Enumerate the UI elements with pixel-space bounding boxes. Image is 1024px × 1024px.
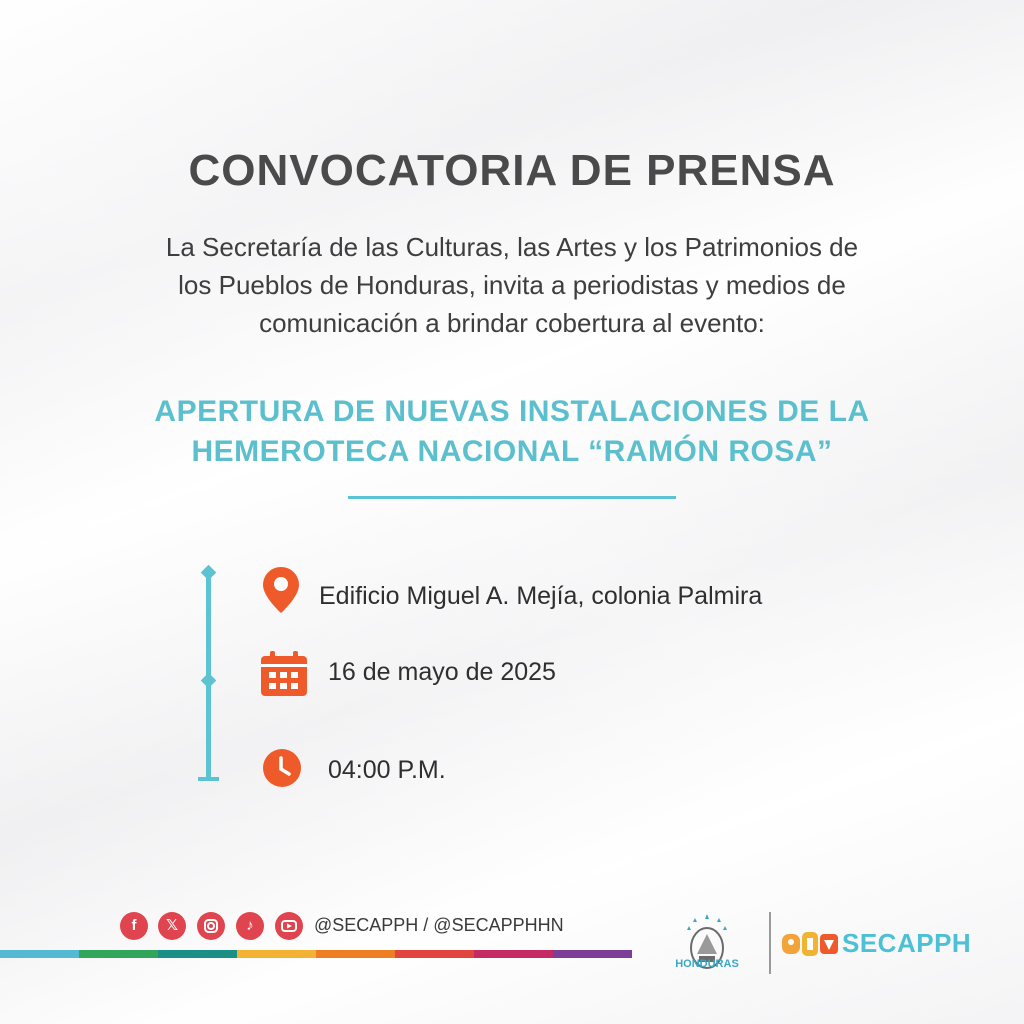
instagram-icon[interactable] — [197, 912, 225, 940]
secapph-brand-name: SECAPPH — [842, 928, 972, 958]
color-stripe-segment — [158, 950, 237, 958]
honduras-emblem-icon — [662, 895, 752, 985]
event-time: 04:00 P.M. — [328, 756, 446, 784]
event-date: 16 de mayo de 2025 — [328, 658, 556, 686]
color-stripe-segment — [395, 950, 474, 958]
color-stripe-segment — [316, 950, 395, 958]
timeline-end — [198, 777, 219, 781]
color-stripe — [0, 950, 632, 958]
color-stripe-segment — [553, 950, 632, 958]
title-divider — [348, 496, 676, 499]
location-pin-icon — [262, 566, 300, 614]
event-location: Edificio Miguel A. Mejía, colonia Palmira — [319, 582, 763, 610]
intro-paragraph — [70, 228, 954, 342]
page-title: CONVOCATORIA DE PRENSA — [188, 146, 836, 195]
tiktok-icon[interactable]: ♪ — [236, 912, 264, 940]
event-title-line: HEMEROTECA NACIONAL “RAMÓN ROSA” — [191, 435, 833, 468]
honduras-label: HONDURAS — [675, 958, 739, 970]
intro-line: La Secretaría de las Culturas, las Artes y los Patrimonios de — [165, 232, 859, 262]
color-stripe-segment — [79, 950, 158, 958]
color-stripe-segment — [237, 950, 316, 958]
logo-separator — [769, 912, 771, 974]
event-title — [60, 392, 964, 472]
intro-line: los Pueblos de Honduras, invita a periodistas y medios de — [178, 270, 846, 300]
color-stripe-segment — [0, 950, 79, 958]
facebook-icon[interactable]: f — [120, 912, 148, 940]
youtube-icon[interactable] — [275, 912, 303, 940]
social-handles: @SECAPPH / @SECAPPHHN — [314, 915, 564, 935]
intro-line: comunicación a brindar cobertura al evento: — [259, 308, 765, 338]
clock-icon — [262, 748, 302, 788]
color-stripe-segment — [474, 950, 553, 958]
event-title-line: APERTURA DE NUEVAS INSTALACIONES DE LA — [154, 395, 870, 428]
calendar-icon — [260, 651, 308, 697]
x-icon[interactable]: 𝕏 — [158, 912, 186, 940]
secapph-logo-icon — [782, 930, 840, 958]
